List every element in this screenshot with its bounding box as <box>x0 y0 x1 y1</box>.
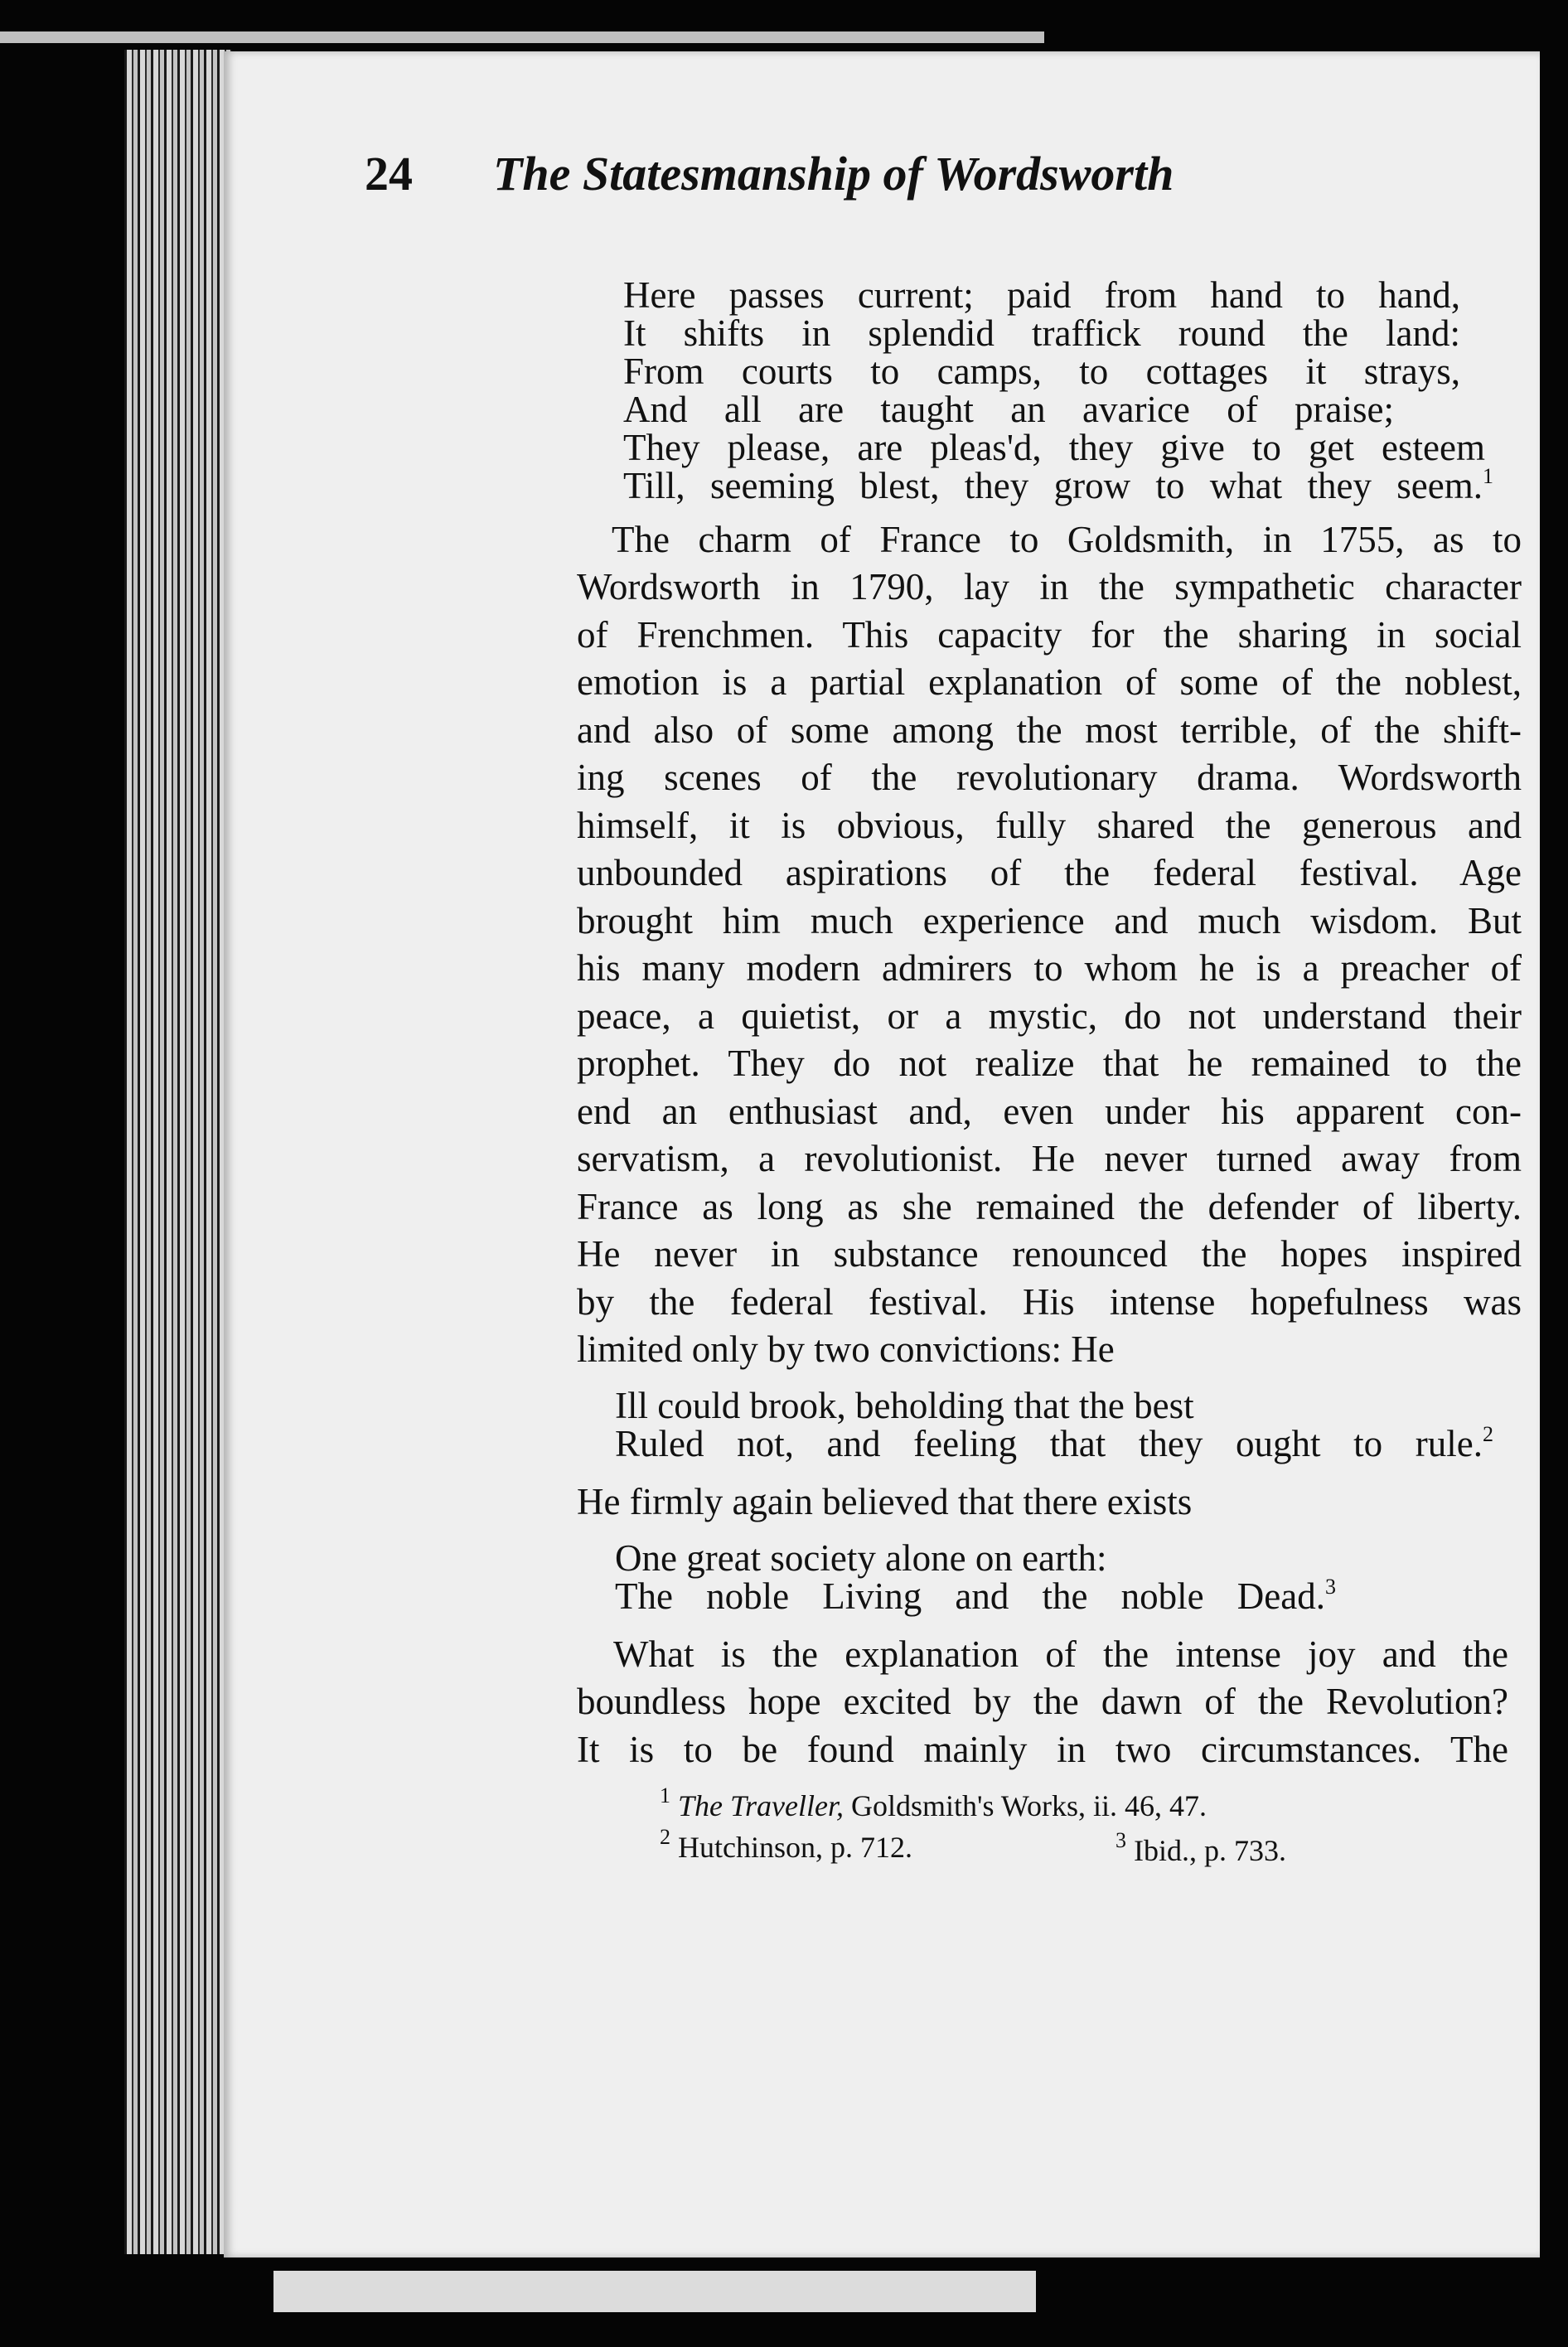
footnote-3 <box>1116 1828 1286 1868</box>
footnote-title: The Traveller, <box>678 1789 844 1822</box>
footnote-2 <box>660 1825 912 1865</box>
footnote-marker: 2 <box>660 1825 670 1849</box>
verse-line: The noble Living and the noble Dead. <box>615 1575 1325 1617</box>
page-number: 24 <box>365 147 413 201</box>
verse-line: One great society alone on earth: <box>615 1537 1107 1579</box>
paragraph-line: emotion is a partial explanation of some of the noblest, <box>577 661 1522 703</box>
footnote-text: Goldsmith's Works, ii. 46, 47. <box>851 1789 1207 1822</box>
footnote-marker: 1 <box>660 1783 670 1807</box>
verse-line: From courts to camps, to cottages it strays, <box>623 351 1460 392</box>
paragraph-line: of Frenchmen. This capacity for the sharing in social <box>577 614 1522 656</box>
verse-line: Ill could brook, beholding that the best <box>615 1385 1194 1426</box>
footnote-marker: 3 <box>1325 1575 1336 1599</box>
footnote-marker: 1 <box>1483 464 1493 488</box>
paragraph-line: What is the explanation of the intense joy and the <box>613 1633 1508 1675</box>
verse-line: It shifts in splendid traffick round the land: <box>623 312 1460 354</box>
paragraph-line: servatism, a revolutionist. He never turned away from <box>577 1138 1522 1179</box>
footnote-text: Ibid., p. 733. <box>1134 1834 1286 1867</box>
verse-line: Till, seeming blest, they grow to what they seem. <box>623 465 1483 506</box>
footnote-marker: 3 <box>1116 1828 1126 1852</box>
footnote-1 <box>660 1783 1207 1823</box>
verse-line-with-note <box>615 1575 1336 1618</box>
footnote-marker: 2 <box>1483 1422 1493 1446</box>
paragraph-line: prophet. They do not realize that he remained to the <box>577 1043 1522 1084</box>
paragraph-line: unbounded aspirations of the federal festival. Age <box>577 852 1522 893</box>
verse-line: Here passes current; paid from hand to hand, <box>623 274 1460 316</box>
paragraph-line: end an enthusiast and, even under his apparent con- <box>577 1091 1522 1132</box>
paragraph-line: He firmly again believed that there exists <box>577 1481 1193 1522</box>
verse-line: And all are taught an avarice of praise; <box>623 389 1394 430</box>
paragraph-line: and also of some among the most terrible, of the shift- <box>577 709 1522 751</box>
paragraph-line: boundless hope excited by the dawn of the Revolution? <box>577 1681 1508 1722</box>
running-title: The Statesmanship of Wordsworth <box>493 147 1174 201</box>
paragraph-line: It is to be found mainly in two circumstances. The <box>577 1729 1508 1770</box>
paragraph-line: Wordsworth in 1790, lay in the sympathetic character <box>577 566 1522 607</box>
paragraph-line: his many modern admirers to whom he is a preacher of <box>577 947 1522 989</box>
paragraph-line: France as long as she remained the defender of liberty. <box>577 1186 1522 1227</box>
paragraph-line: himself, it is obvious, fully shared the generous and <box>577 805 1522 846</box>
verse-line-with-note <box>623 464 1493 507</box>
paragraph-line: limited only by two convictions: He <box>577 1328 1115 1370</box>
paragraph-line: The charm of France to Goldsmith, in 1755, as to <box>612 519 1522 560</box>
paragraph-line: peace, a quietist, or a mystic, do not understand their <box>577 995 1522 1037</box>
verse-line-with-note <box>615 1422 1493 1465</box>
verse-line: They please, are pleas'd, they give to get esteem <box>623 427 1485 468</box>
paragraph-line: He never in substance renounced the hopes inspired <box>577 1233 1522 1275</box>
paragraph-line: brought him much experience and much wisdom. But <box>577 900 1522 941</box>
footnote-text: Hutchinson, p. 712. <box>678 1831 912 1864</box>
paragraph-line: ing scenes of the revolutionary drama. Wordsworth <box>577 757 1522 798</box>
verse-line: Ruled not, and feeling that they ought to rule. <box>615 1423 1483 1464</box>
paragraph-line: by the federal festival. His intense hopefulness was <box>577 1281 1522 1323</box>
